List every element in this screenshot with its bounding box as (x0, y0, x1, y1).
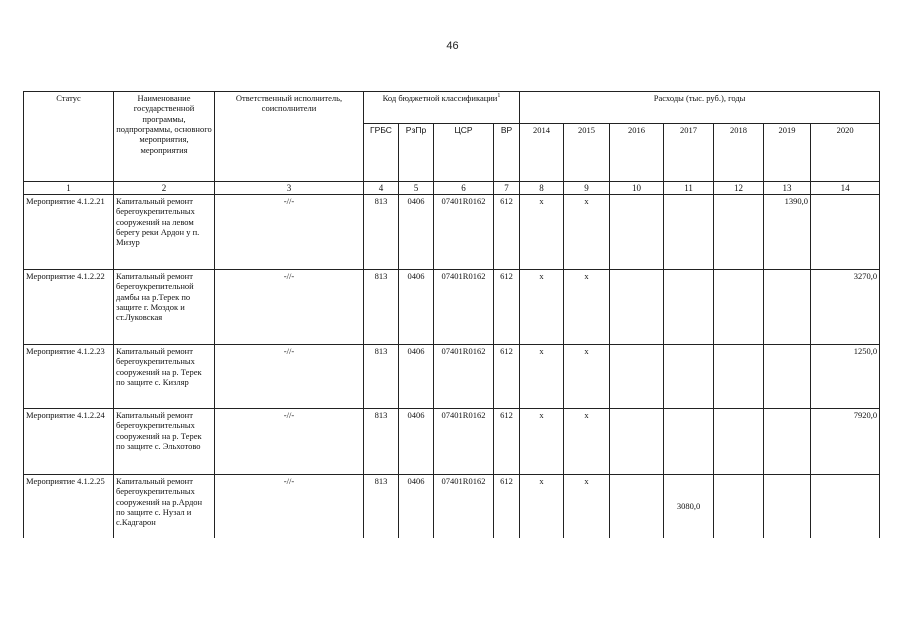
cell-name: Капитальный ремонт берегоукрепительных сооружений на левом берегу реки Ардон у п. Мизур (114, 195, 215, 270)
cell-2020: 3270,0 (811, 270, 880, 345)
cell-vr: 612 (494, 270, 520, 345)
column-number: 10 (610, 182, 664, 195)
cell-2020 (811, 195, 880, 270)
cell-2019 (764, 270, 811, 345)
cell-grbs: 813 (364, 409, 399, 475)
column-number: 8 (520, 182, 564, 195)
cell-rzpr: 0406 (399, 345, 434, 409)
header-year-2014: 2014 (520, 124, 564, 182)
cell-2018 (714, 345, 764, 409)
column-number: 9 (564, 182, 610, 195)
table-row (24, 345, 880, 409)
cell-2015: x (564, 475, 610, 538)
cell-2014: x (520, 409, 564, 475)
column-number: 7 (494, 182, 520, 195)
cell-rzpr: 0406 (399, 475, 434, 538)
cell-2019 (764, 345, 811, 409)
cell-2016 (610, 475, 664, 538)
cell-name: Капитальный ремонт берегоукрепительных сооружений на р. Терек по защите с. Эльхотово (114, 409, 215, 475)
cell-2016 (610, 195, 664, 270)
header-year-2016: 2016 (610, 124, 664, 182)
cell-status: Мероприятие 4.1.2.21 (24, 195, 114, 270)
cell-rzpr: 0406 (399, 409, 434, 475)
column-number: 4 (364, 182, 399, 195)
cell-grbs: 813 (364, 195, 399, 270)
header-budget-code-text: Код бюджетной классификации (382, 93, 498, 103)
cell-grbs: 813 (364, 270, 399, 345)
header-year-2020: 2020 (811, 124, 880, 182)
column-number: 2 (114, 182, 215, 195)
cell-csr: 07401R0162 (434, 345, 494, 409)
cell-vr: 612 (494, 409, 520, 475)
cell-2017 (664, 270, 714, 345)
column-number: 14 (811, 182, 880, 195)
cell-2018 (714, 409, 764, 475)
budget-table (23, 91, 880, 538)
header-code-vr: ВР (494, 124, 520, 182)
header-name: Наименование государственной программы, подпрограммы, основного мероприятия, мероприятия (114, 92, 215, 182)
table-row (24, 475, 880, 538)
cell-2020 (811, 475, 880, 538)
column-number: 6 (434, 182, 494, 195)
cell-2015: x (564, 409, 610, 475)
cell-2014: x (520, 270, 564, 345)
header-year-2015: 2015 (564, 124, 610, 182)
page-number: 46 (446, 40, 459, 52)
header-code-grbs: ГРБС (364, 124, 399, 182)
header-executor: Ответственный исполнитель, соисполнители (215, 92, 364, 182)
column-number: 13 (764, 182, 811, 195)
cell-grbs: 813 (364, 345, 399, 409)
cell-csr: 07401R0162 (434, 270, 494, 345)
cell-status: Мероприятие 4.1.2.23 (24, 345, 114, 409)
table-row (24, 270, 880, 345)
cell-2018 (714, 475, 764, 538)
cell-2016 (610, 345, 664, 409)
header-code-rzpr: РзПр (399, 124, 434, 182)
cell-2020: 7920,0 (811, 409, 880, 475)
header-expenses: Расходы (тыс. руб.), годы (520, 92, 880, 124)
cell-2019 (764, 475, 811, 538)
cell-rzpr: 0406 (399, 195, 434, 270)
column-number: 12 (714, 182, 764, 195)
column-number: 5 (399, 182, 434, 195)
table-row (24, 409, 880, 475)
cell-2017 (664, 409, 714, 475)
header-year-2017: 2017 (664, 124, 714, 182)
cell-2019: 1390,0 (764, 195, 811, 270)
cell-name: Капитальный ремонт берегоукрепительной дамбы на р.Терек по защите г. Моздок и ст.Луковская (114, 270, 215, 345)
cell-2020: 1250,0 (811, 345, 880, 409)
cell-2019 (764, 409, 811, 475)
column-number: 11 (664, 182, 714, 195)
column-number-row (24, 182, 880, 195)
header-code-csr: ЦСР (434, 124, 494, 182)
cell-name: Капитальный ремонт берегоукрепительных сооружений на р. Терек по защите с. Кизляр (114, 345, 215, 409)
header-status: Статус (24, 92, 114, 182)
cell-vr: 612 (494, 195, 520, 270)
cell-2014: x (520, 475, 564, 538)
cell-2016 (610, 270, 664, 345)
cell-2014: x (520, 195, 564, 270)
cell-executor: -//- (215, 475, 364, 538)
cell-2014: x (520, 345, 564, 409)
cell-executor: -//- (215, 345, 364, 409)
cell-2016 (610, 409, 664, 475)
header-budget-code-footnote: 1 (497, 93, 501, 100)
cell-2018 (714, 195, 764, 270)
cell-executor: -//- (215, 270, 364, 345)
header-year-2019: 2019 (764, 124, 811, 182)
cell-2017 (664, 195, 714, 270)
cell-2017: 3080,0 (664, 475, 714, 538)
cell-status: Мероприятие 4.1.2.24 (24, 409, 114, 475)
cell-csr: 07401R0162 (434, 195, 494, 270)
cell-2015: x (564, 195, 610, 270)
cell-executor: -//- (215, 195, 364, 270)
column-number: 3 (215, 182, 364, 195)
cell-2015: x (564, 270, 610, 345)
cell-vr: 612 (494, 345, 520, 409)
table-row (24, 195, 880, 270)
cell-status: Мероприятие 4.1.2.25 (24, 475, 114, 538)
cell-grbs: 813 (364, 475, 399, 538)
cell-executor: -//- (215, 409, 364, 475)
header-budget-code (364, 92, 520, 124)
cell-csr: 07401R0162 (434, 409, 494, 475)
cell-status: Мероприятие 4.1.2.22 (24, 270, 114, 345)
cell-2017 (664, 345, 714, 409)
column-number: 1 (24, 182, 114, 195)
cell-vr: 612 (494, 475, 520, 538)
header-year-2018: 2018 (714, 124, 764, 182)
cell-rzpr: 0406 (399, 270, 434, 345)
cell-csr: 07401R0162 (434, 475, 494, 538)
cell-2018 (714, 270, 764, 345)
cell-2015: x (564, 345, 610, 409)
cell-name: Капитальный ремонт берегоукрепительных сооружений на р.Ардон по защите с. Нузал и с.Кадгарон (114, 475, 215, 538)
